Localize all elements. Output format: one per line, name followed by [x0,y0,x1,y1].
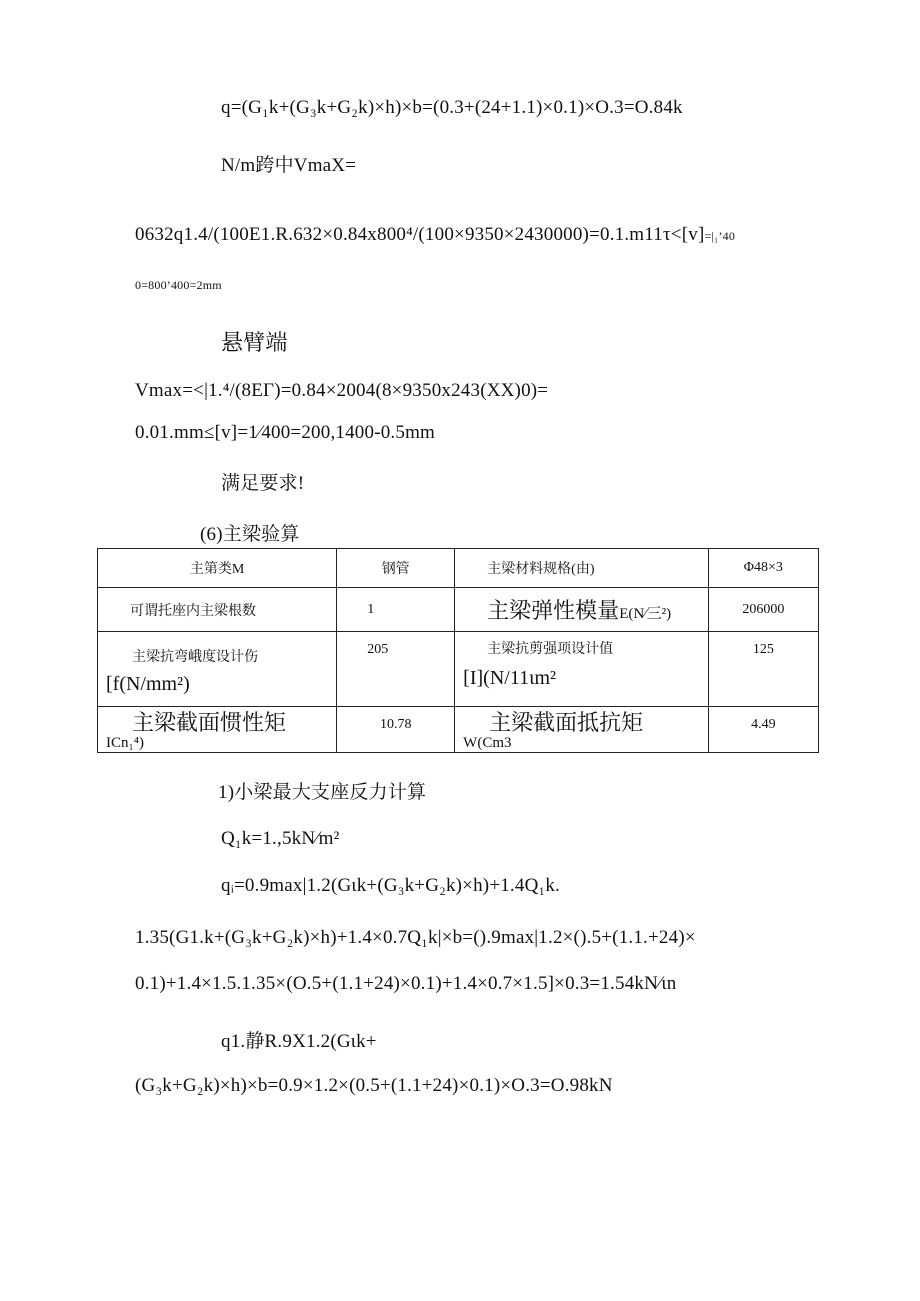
formula-qi-cont1: 1.35(G1.k+(G₃k+G₂k)×h)+1.4×0.7Q₁k|×b=().9max|1.2×().5+(1.1.+24)× [135,927,696,948]
bending-strength-text: 主梁抗弯峨度设计伤 [132,650,258,665]
formula-q1-static-cont: (G₃k+G₂k)×h)×b=0.9×1.2×(0.5+(1.1+24)×0.1)×O.3=O.98kN [135,1075,613,1096]
section-modulus-unit: W(Cm3 [463,735,512,751]
shear-strength-text: 主梁抗剪强项设计值 [487,642,614,657]
inertia-text: 主梁截面惯性矩 [132,710,287,735]
cell-section-modulus-label [455,707,709,753]
cell-elastic-modulus-label [455,588,709,632]
formula-limit: 0=800’400=2mm [135,278,222,292]
cell-beam-spec-label: 主梁材料规格(由) [455,549,709,588]
table-row [98,549,819,588]
section-modulus-number: 4.49 [751,717,776,732]
heading-cantilever: 悬臂端 [221,330,288,355]
elastic-modulus-unit: E(N∕三²) [619,606,672,622]
cell-beam-type-label: 主第类M [98,549,337,588]
inertia-unit: ICn₁⁴) [106,735,144,751]
formula-vmax-cantilever: Vmax=<|1.⁴/(8EΓ)=0.84×2004(8×9350x243(XX)0)= [135,380,549,401]
shear-strength-number: 125 [752,642,774,657]
heading-support-reaction: 1)小梁最大支座反力计算 [218,782,427,803]
cell-inertia-value [337,707,455,753]
section-modulus-text: 主梁截面抵抗矩 [489,710,644,735]
cell-section-modulus-value [708,707,818,753]
table-row [98,588,819,632]
formula-q1k: Q₁k=1.,5kN⁄m² [221,828,340,849]
table-row [98,707,819,753]
formula-qi-cont2: 0.1)+1.4×1.5.1.35×(O.5+(1.1+24)×0.1)+1.4×0.7×1.5]×0.3=1.54kN⁄ιn [135,973,677,994]
conclusion-text: 满足要求! [221,473,305,494]
formula-deflection [135,224,735,246]
formula-cantilever-limit: 0.01.mm≤[v]=1⁄400=200,1400-0.5mm [135,422,436,443]
formula-vmax-label: N/m跨中VmaX= [221,155,357,176]
cell-beam-count-label: 可谓托座内主梁根数 [98,588,337,632]
formula-q1-static: q1.静R.9X1.2(Gιk+ [221,1031,377,1052]
shear-strength-unit: [I](N/11ιm² [463,667,557,689]
section-main-beam: (6)主梁验算 [200,524,300,545]
cell-beam-spec-value: Φ48×3 [708,549,818,588]
cell-beam-count-value: 1 [337,588,455,632]
main-beam-spec-table [97,548,819,753]
cell-beam-type-value: 钢管 [337,549,455,588]
formula-deflection-tail: =|₁’40 [704,229,736,243]
cell-inertia-label [98,707,337,753]
cell-shear-strength-label [455,632,709,707]
table-row [98,632,819,707]
formula-q: q=(G₁k+(G₃k+G₂k)×h)×b=(0.3+(24+1.1)×0.1)×O.3=O.84k [221,97,683,118]
formula-deflection-main: 0632q1.4/(100E1.R.632×0.84x800⁴/(100×9350×2430000)=0.1.m11τ<[v] [135,224,705,245]
formula-qi: qᵢ=0.9max|1.2(Gιk+(G₃k+G₂k)×h)+1.4Q₁k. [221,875,560,896]
cell-bending-strength-value [337,632,455,707]
cell-shear-strength-value [708,632,818,707]
cell-elastic-modulus-value: 206000 [708,588,818,632]
bending-strength-unit: [f(N/mm²) [106,673,190,695]
inertia-number: 10.78 [379,717,412,732]
bending-strength-number: 205 [367,642,389,657]
elastic-modulus-text: 主梁弹性模量 [487,598,620,623]
cell-bending-strength-label [98,632,337,707]
